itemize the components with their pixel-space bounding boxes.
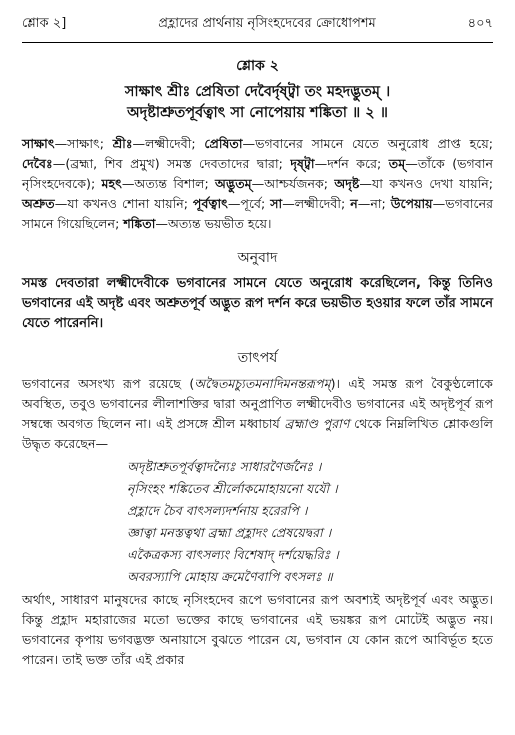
synonym-meaning: —(ব্রহ্মা, শিব প্রমুখ) সমস্ত দেবতাদের দ্বারা;	[52, 156, 291, 171]
synonym-term: মহৎ	[101, 176, 122, 191]
purport-italic-quote: অদ্বৈতমচ্যুতমনাদিমনন্তরূপম্	[194, 376, 331, 391]
synonym-meaning: —ভগবানের সামনে গিয়েছিলেন;	[22, 196, 494, 231]
header-chapter-title: প্রহ্লাদের প্রার্থনায় নৃসিংহদেবের ক্রোধোপশম	[158, 16, 376, 31]
synonym-meaning: —তাঁকে (ভগবান নৃসিংহদেবকে);	[22, 156, 493, 191]
page-header	[22, 14, 493, 36]
verse-line-2: অদৃষ্টাশ্রুতপূর্বত্বাৎ সা নোপেয়ায় শঙ্কিতা ॥ ২ ॥	[127, 105, 388, 121]
synonym-meaning: —না;	[357, 196, 391, 211]
quote-line: একৈত্রকস্য বাৎসল্যং বিশেষাদ্ দর্শয়েদ্ধরিঃ ।	[127, 547, 339, 562]
synonym-term: সাক্ষাৎ	[22, 136, 55, 151]
purport-paragraph-1	[22, 374, 493, 454]
synonym-meaning: —ভগবানের সামনে যেতে অনুরোধ প্রাপ্ত হয়ে;	[242, 136, 493, 151]
synonym-meaning: —আশ্চর্যজনক;	[251, 176, 335, 191]
translation-text: সমস্ত দেবতারা লক্ষ্মীদেবীকে ভগবানের সামনে যেতে অনুরোধ করেছিলেন, কিন্তু তিনিও ভগবানের এই অদৃষ্ট এবং অশ্রুতপূর্ব অদ্ভুত রূপ দর্শন করে ভয়ভীত হওয়ার ফলে তাঁর সামনে যেতে পারেননি।	[22, 276, 493, 331]
purport-book-title: ব্রহ্মাণ্ড পুরাণ	[284, 416, 350, 431]
page-content	[22, 54, 493, 670]
synonym-term: অশ্রুত	[22, 196, 55, 211]
synonym-term: শঙ্কিতা	[123, 216, 156, 231]
verse-title: শ্লোক ২	[236, 58, 279, 74]
purport-paragraph-2: অর্থাৎ, সাধারণ মানুষদের কাছে নৃসিংহদেব রূপে ভগবানের রূপ অবশ্যই অদৃষ্টপূর্ব এবং অদ্ভুত। কিন্তু প্রহ্লাদ মহারাজের মতো ভক্তের কাছে ভগবানের এই ভয়ঙ্কর রূপ মোটেই অদ্ভুত নয়। ভগবানের কৃপায় ভগবদ্ভক্ত অনায়াসে বুঝতে পারেন যে, ভগবান যে কোন রূপে আবির্ভূত হতে পারেন। তাই ভক্ত তাঁর এই প্রকার	[22, 592, 493, 667]
synonyms-block	[22, 134, 493, 234]
verse-line-1: সাক্ষাৎ শ্রীঃ প্রেষিতা দেবৈর্দৃষ্ট্বা তং মহদদ্ভুতম্ ।	[124, 84, 391, 100]
synonym-term: পূর্বত্বাৎ	[192, 196, 228, 211]
purport-title: তাৎপর্য	[237, 350, 278, 366]
synonym-meaning: —লক্ষ্মীদেবী;	[282, 196, 351, 211]
quoted-verses	[127, 456, 493, 588]
purport-text: ভগবানের অসংখ্য রূপ রয়েছে (	[22, 376, 195, 391]
synonym-term: শ্রীঃ	[112, 136, 133, 151]
synonym-meaning: —দর্শন করে;	[314, 156, 389, 171]
synonym-meaning: —অত্যন্ত ভয়ভীত হয়ে।	[155, 216, 272, 231]
synonym-term: ন	[350, 196, 358, 211]
synonym-meaning: —সাক্ষাৎ;	[54, 136, 113, 151]
synonym-term: উপেয়ায়	[390, 196, 433, 211]
synonym-term: অদ্ভুতম্	[215, 176, 252, 191]
synonym-term: অদৃষ্ট	[334, 176, 360, 191]
purport-text: )। এই সমস্ত রূপ বৈকুণ্ঠলোকে অবস্থিত, তবুও ভগবানের লীলাশক্তির দ্বারা অনুপ্রাণিত লক্ষ্মীদেবীও ভগবানের এই অদৃষ্টপূর্ব রূপ সম্বন্ধে অবগত ছিলেন না। এই প্রসঙ্গে শ্রীল মধ্বাচার্য	[22, 376, 493, 431]
page-number: ৪০৭	[467, 16, 493, 31]
synonym-meaning: —যা কখনও শোনা যায়নি;	[54, 196, 193, 211]
translation-title: অনুবাদ	[237, 250, 278, 266]
synonym-term: তম্	[388, 156, 406, 171]
header-rule	[22, 42, 493, 43]
synonym-term: দৃষ্ট্বা	[290, 156, 315, 171]
synonym-meaning: —পূর্বে;	[227, 196, 271, 211]
synonym-meaning: —যা কখনও দেখা যায়নি;	[359, 176, 493, 191]
purport-text: থেকে নিম্নলিখিত শ্লোকগুলি উদ্ধৃত করেছেন—	[22, 416, 493, 451]
synonym-term: প্রেষিতা	[204, 136, 243, 151]
synonym-meaning: —লক্ষ্মীদেবী;	[132, 136, 205, 151]
quote-line: অদৃষ্টাশ্রুতপূর্বত্বাদন্যৈঃ সাধারণৈর্জনৈঃ ।	[127, 459, 322, 474]
quote-line: নৃসিংহং শঙ্কিতেব শ্রীর্লোকমোহায়নো যযৌ ।	[127, 481, 338, 496]
quote-line: অবরস্যাপি মোহায় ক্রমেণৈবাপি বৎসলঃ ॥	[127, 569, 333, 584]
quote-line: জ্ঞাত্বা মনস্তত্বথা ব্রহ্মা প্রহ্লাদং প্রেষয়েদ্বরা ।	[127, 525, 332, 540]
header-verse-ref: শ্লোক ২]	[22, 16, 67, 31]
synonym-term: দেবৈঃ	[22, 156, 53, 171]
quote-line: প্রহ্লাদে চৈব বাৎসল্যদর্শনায় হরেরপি ।	[127, 503, 308, 518]
synonym-term: সা	[270, 196, 283, 211]
synonym-meaning: —অত্যন্ত বিশাল;	[121, 176, 216, 191]
